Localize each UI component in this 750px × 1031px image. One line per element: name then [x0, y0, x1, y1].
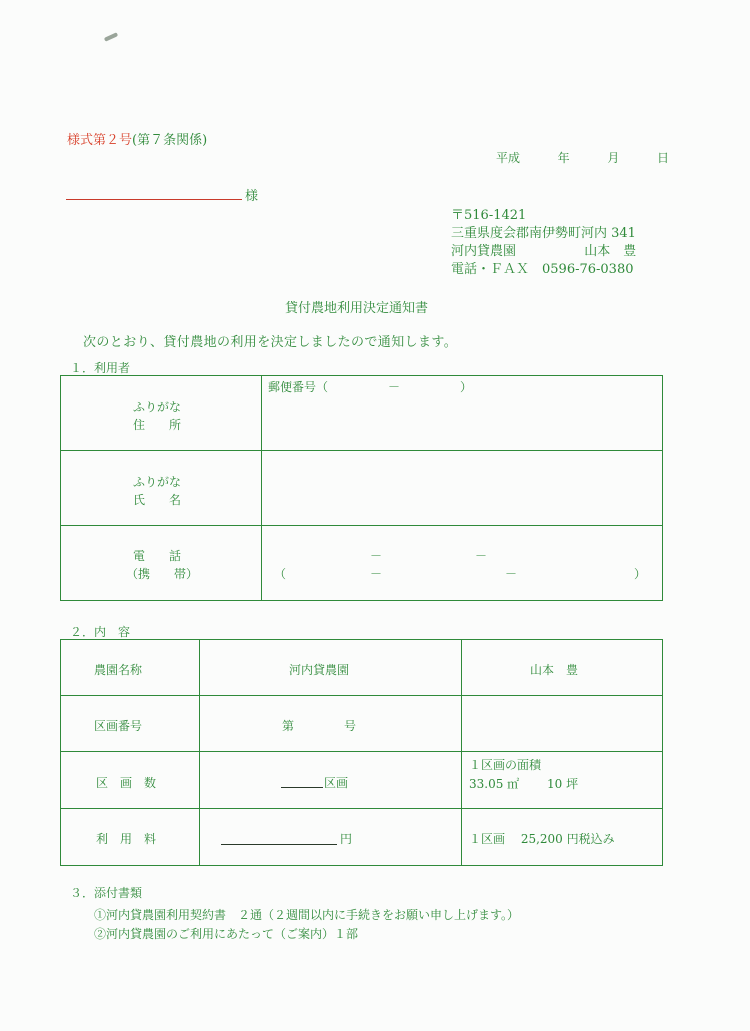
fee-per-plot: １区画 25,200 円税込み: [469, 832, 615, 846]
fee-label: 利 用 料: [96, 832, 157, 846]
date-line: [496, 149, 669, 166]
name-field[interactable]: [263, 452, 661, 524]
scan-mark: [104, 32, 118, 42]
plot-count-suffix: 区画: [324, 776, 349, 790]
sender-org-line: [451, 240, 636, 259]
content-table-divider: [60, 751, 663, 752]
fee-field[interactable]: [221, 844, 337, 845]
plot-number-prefix: 第: [282, 719, 295, 733]
name-label: 氏 名: [133, 493, 182, 507]
plot-count-label: 区 画 数: [96, 776, 157, 790]
sender-address: 三重県度会郡南伊勢町河内 341: [451, 226, 636, 241]
mobile-field-dash[interactable]: －: [505, 567, 518, 581]
plot-area-label: １区画の面積: [469, 758, 542, 772]
user-table-divider: [60, 525, 663, 526]
attachment-item: ②河内貸農園のご利用にあたって（ご案内）１部: [94, 927, 359, 941]
farm-owner-name: 山本 豊: [530, 663, 579, 677]
phone-field-dash[interactable]: －: [370, 549, 383, 563]
mobile-field-dash[interactable]: －: [370, 567, 383, 581]
section2-heading: ２．内 容: [70, 625, 131, 639]
date-month: 月: [607, 151, 620, 165]
phone-label: 電 話: [133, 549, 182, 563]
mobile-label: （携 帯）: [126, 567, 199, 581]
postal-code-field[interactable]: 郵便番号（ － ）: [268, 380, 473, 394]
sender-org: 河内貸農園: [451, 244, 517, 259]
plot-number-label: 区画番号: [94, 719, 143, 733]
content-table-column-divider: [461, 639, 462, 866]
address-label: 住 所: [133, 418, 182, 432]
furigana-label: ふりがな: [133, 400, 182, 414]
section1-heading: １．利用者: [70, 361, 131, 375]
fee-suffix: 円: [340, 832, 353, 846]
section3-heading: ３．添付書類: [70, 886, 143, 900]
document-title: 貸付農地利用決定通知書: [285, 301, 429, 316]
attachment-item: ①河内貸農園利用契約書 ２通（２週間以内に手続きをお願い申し上げます。）: [94, 908, 520, 922]
furigana-label: ふりがな: [133, 475, 182, 489]
plot-area-value: 33.05 ㎡ 10 坪: [469, 777, 579, 791]
plot-number-suffix: 号: [344, 719, 357, 733]
farm-name-value: 河内貸農園: [289, 663, 350, 677]
mobile-open-paren: （: [274, 567, 287, 581]
content-table-divider: [60, 808, 663, 809]
sender-phone: 電話・ＦＡＸ 0596-76-0380: [451, 262, 634, 277]
date-day: 日: [657, 151, 670, 165]
date-era: 平成: [496, 151, 521, 165]
sender-person: 山本 豊: [584, 244, 637, 259]
mobile-close-paren: ）: [634, 567, 647, 581]
phone-field-dash[interactable]: －: [475, 549, 488, 563]
farm-name-label: 農園名称: [94, 663, 143, 677]
intro-text: 次のとおり、貸付農地の利用を決定しましたので通知します。: [83, 335, 458, 350]
user-table-divider: [60, 450, 663, 451]
content-table-column-divider: [199, 639, 200, 866]
content-table-divider: [60, 695, 663, 696]
form-reference: (第７条関係): [132, 133, 208, 148]
form-label: 様式第２号: [67, 133, 133, 148]
form-number: [67, 129, 207, 148]
addressee-suffix: 様: [245, 189, 259, 204]
sender-postal: 〒516-1421: [451, 208, 527, 223]
plot-count-field[interactable]: [281, 787, 323, 788]
addressee-line: [66, 199, 242, 200]
date-year: 年: [557, 151, 570, 165]
user-table-column-divider: [261, 375, 262, 601]
